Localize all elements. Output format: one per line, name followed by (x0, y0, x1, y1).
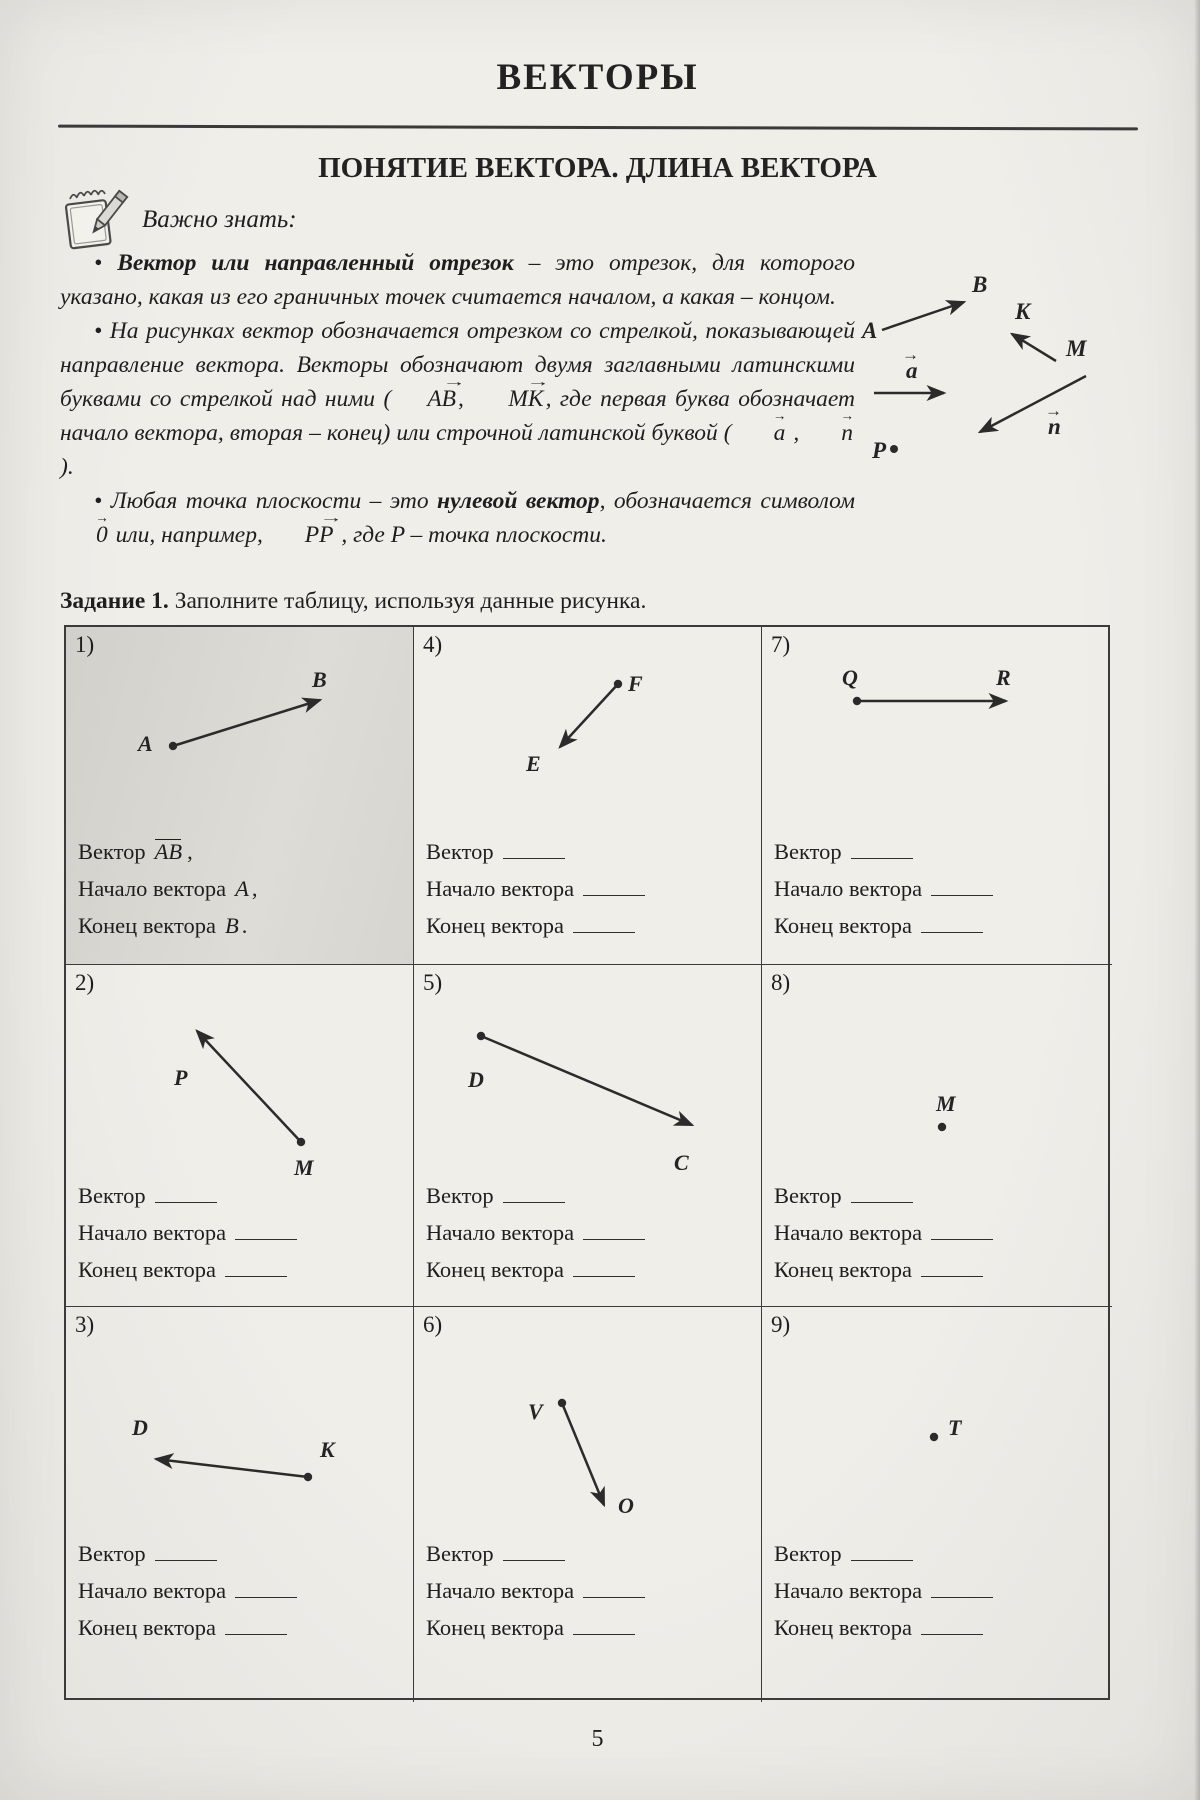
point-label-K: K (320, 1437, 335, 1462)
table-cell-6 (414, 1307, 762, 1702)
blank-line (155, 1545, 217, 1561)
cell-6-drawing (414, 1307, 760, 1537)
cell-3-drawing (66, 1307, 412, 1537)
blank-line (851, 843, 913, 859)
vector-MP-arrow (197, 1031, 301, 1142)
bullet-definition-vector: • Вектор или направленный отрезок – это отрезок, для которого указано, какая из его граничных точек считается началом, а какая – концом. (60, 250, 855, 310)
cell-answer-lines: Вектор Начало вектора Конец вектора (426, 1541, 753, 1652)
cell-4-drawing (414, 627, 760, 837)
point-label-A: A (862, 318, 878, 343)
cell-number: 8) (771, 970, 791, 995)
cell-number: 6) (423, 1312, 443, 1337)
point-P-dot (890, 445, 898, 453)
page-title: ВЕКТОРЫ (496, 57, 699, 98)
answer-vector: AB (154, 839, 183, 864)
cell-2-drawing (66, 965, 412, 1179)
blank-line (921, 1619, 983, 1635)
cell-answer-lines: Вектор Начало вектора Конец вектора (426, 839, 753, 950)
cell-answer-lines: Вектор Начало вектора Конец вектора (774, 839, 1104, 950)
vector-MK-arrow (1012, 334, 1056, 361)
section-title: ПОНЯТИЕ ВЕКТОРА. ДЛИНА ВЕКТОРА (318, 152, 877, 184)
cell-7-drawing (762, 627, 1110, 837)
cell-number: 3) (75, 1312, 95, 1337)
table-cell-9 (762, 1307, 1112, 1702)
point-label-D: D (132, 1415, 148, 1440)
theory-text (60, 246, 855, 552)
point-label-A: A (138, 731, 153, 756)
point-label-E: E (526, 751, 541, 776)
point-label-O: O (618, 1493, 634, 1518)
term-vector: Вектор или направленный отрезок (117, 250, 514, 276)
table-cell-7 (762, 627, 1112, 965)
task-text: Заполните таблицу, используя данные рисунка. (168, 588, 647, 614)
blank-line (583, 1582, 645, 1598)
vector-AB-notation: AB → (393, 388, 456, 412)
cell-number: 4) (423, 632, 443, 657)
table-cell-1 (66, 627, 414, 965)
bullet-marker: • (94, 488, 103, 514)
blank-line (235, 1224, 297, 1240)
vector-DC-arrow (481, 1036, 692, 1125)
cell-8-drawing (762, 965, 1110, 1179)
blank-line (573, 917, 635, 933)
blank-line (503, 1545, 565, 1561)
blank-line (235, 1582, 297, 1598)
table-cell-3 (66, 1307, 414, 1702)
point-label-M: M (294, 1155, 314, 1179)
title-divider (58, 125, 1138, 131)
vector-n-notation: n → (807, 422, 853, 446)
table-cell-5 (414, 965, 762, 1307)
vector-AB-arrow (882, 302, 964, 330)
point-label-P: P (872, 438, 887, 463)
vector-label-a: a (906, 358, 918, 383)
cell-number: 2) (75, 970, 95, 995)
point-label-K: K (1015, 299, 1031, 324)
blank-line (503, 843, 565, 859)
table-cell-8 (762, 965, 1112, 1307)
vector-n-arrow (980, 376, 1086, 432)
cell-answer-lines: Вектор Начало вектора Конец вектора (78, 1541, 405, 1652)
important-note-label: Важно знать: (142, 206, 297, 233)
blank-line (225, 1261, 287, 1277)
answer-start: A (235, 876, 249, 901)
point-label-T: T (948, 1415, 962, 1440)
blank-line (931, 1224, 993, 1240)
blank-line (851, 1545, 913, 1561)
point-label-M: M (1066, 336, 1087, 361)
cell-number: 1) (75, 632, 95, 657)
point-label-R: R (996, 665, 1011, 690)
vector-label-n: n (1048, 414, 1061, 439)
answer-end: B (224, 913, 239, 938)
blank-line (225, 1619, 287, 1635)
point-P-symbol: P (390, 522, 405, 548)
point-M-dot (938, 1123, 946, 1131)
blank-line (921, 1261, 983, 1277)
point-T-dot (930, 1433, 938, 1441)
vector-n-overline-arrow: → (1045, 401, 1062, 420)
blank-line (155, 1187, 217, 1203)
blank-line (851, 1187, 913, 1203)
vector-KD-arrow (156, 1459, 308, 1477)
blank-line (503, 1187, 565, 1203)
vector-a-notation: a → (740, 422, 786, 446)
bullet-marker: • (94, 318, 103, 344)
point-label-F: F (628, 671, 643, 696)
cell-answer-lines: Вектор Начало вектора Конец вектора (774, 1541, 1104, 1652)
task-line (60, 588, 646, 615)
cell-number: 7) (771, 632, 791, 657)
vector-PP-notation: PP → (271, 524, 334, 548)
point-label-P: P (174, 1065, 188, 1090)
cell-number: 9) (771, 1312, 791, 1337)
task-number: Задание 1. (60, 588, 169, 614)
vector-MK-notation: MK → (474, 388, 543, 412)
vector-a-overline-arrow: → (902, 345, 919, 364)
zero-vector-notation: 0 → (62, 524, 108, 548)
point-label-V: V (528, 1399, 543, 1424)
cell-answer-lines: Вектор Начало вектора Конец вектора (774, 1183, 1104, 1294)
blank-line (931, 1582, 993, 1598)
point-label-Q: Q (842, 665, 858, 690)
vector-VO-arrow (562, 1403, 604, 1505)
page-number: 5 (591, 1726, 604, 1752)
cell-answer-lines: Вектор Начало вектора Конец вектора (426, 1183, 753, 1294)
blank-line (921, 917, 983, 933)
bullet-vector-notation: • На рисунках вектор обозначается отрезком со стрелкой, показывающей направление вектора. Векторы обозначают двумя заглавными латинскими буквами со стрелкой над ними ( AB →, MK →, где первая буква обозначает начало вектора, вторая – конец) или строчной латинской буквой ( a → , n → ). (60, 314, 855, 484)
cell-5-drawing (414, 965, 760, 1179)
bullet-zero-vector: • Любая точка плоскости – это нулевой вектор, обозначается символом 0 → или, например, PP → , где P – точка плоскости. (60, 484, 855, 552)
point-label-C: C (674, 1150, 689, 1175)
point-label-B: B (312, 667, 327, 692)
cell-1-drawing (66, 627, 412, 837)
point-label-M: M (936, 1091, 956, 1116)
cell-number: 5) (423, 970, 443, 995)
blank-line (583, 1224, 645, 1240)
blank-line (931, 880, 993, 896)
vectors-example-figure (852, 266, 1142, 471)
term-zero-vector: нулевой вектор (437, 488, 600, 514)
blank-line (573, 1261, 635, 1277)
table-cell-2 (66, 965, 414, 1307)
cell-answer-lines: Вектор Начало вектора Конец вектора (78, 1183, 405, 1294)
cell-9-drawing (762, 1307, 1110, 1537)
vector-FE-arrow (560, 684, 618, 747)
vector-AB-arrow (173, 700, 320, 746)
point-label-D: D (468, 1067, 484, 1092)
table-cell-4 (414, 627, 762, 965)
exercise-table (64, 625, 1110, 1700)
notepad-pencil-icon (60, 186, 132, 252)
cell-answer-lines: Вектор AB , Начало вектора A , Конец вектора B . (78, 839, 258, 938)
point-label-B: B (972, 272, 988, 297)
blank-line (583, 880, 645, 896)
bullet-marker: • (94, 250, 103, 276)
blank-line (573, 1619, 635, 1635)
